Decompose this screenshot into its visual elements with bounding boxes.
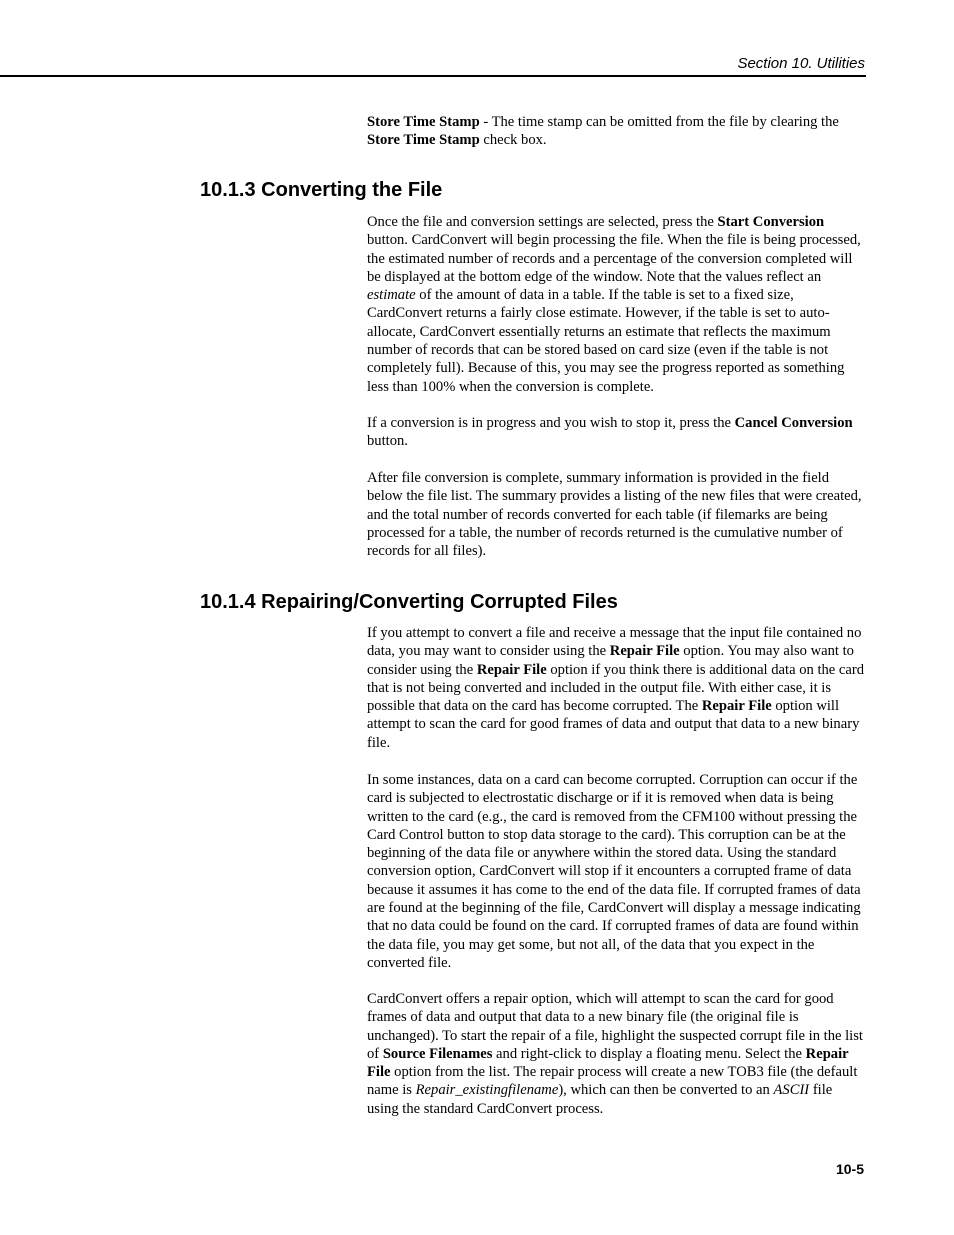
italic-term: estimate [367, 287, 416, 304]
bold-term: Store Time Stamp [367, 132, 480, 149]
header-rule [0, 75, 866, 77]
text-run: In some instances, data on a card can become corrupted. Corruption can occur if the card is subjected to electrostatic discharge or if it is removed when data is being written to the card (e.g., the card is removed from the CFM100 without pressing the Card Control button to stop data storage to the card). This corruption can be at the beginning of the data file or anywhere within the stored data. Using the standard conversion option, CardConvert will stop if it encounters a corrupted frame of data because it assumes it has come to the end of the data file. If corrupted frames of data are found at the beginning of the file, CardConvert will display a message indicating that no data could be found on the card. If corrupted frames of data are found within the data file, you may get some, but not all, of the data that you expect in the converted file. [367, 772, 861, 971]
store-time-stamp-paragraph [367, 113, 865, 150]
converting-paragraph-2 [367, 414, 865, 451]
section-heading-1014: 10.1.4 Repairing/Converting Corrupted Files [200, 591, 618, 613]
text-run: - The time stamp can be omitted from the file by clearing the [479, 114, 839, 130]
section-header-title: Section 10. Utilities [737, 55, 865, 72]
text-run: button. [367, 433, 408, 450]
bold-term: Repair File [367, 1045, 849, 1081]
text-run: option from the list. The repair process will create a new TOB3 file (the default name is [367, 1064, 858, 1099]
text-run: option if you think there is additional data on the card that is not being converted and included in the output file. With either case, it is possible that data on the card has become corrupted. The [367, 661, 865, 715]
repairing-paragraph-1 [367, 624, 865, 752]
text-run: If a conversion is in progress and you wish to stop it, press the [367, 415, 735, 431]
text-run: If you attempt to convert a file and receive a message that the input file contained no data, you may want to consider using the [367, 625, 862, 660]
text-run: file using the standard CardConvert process. [367, 1082, 833, 1117]
repairing-paragraph-2 [367, 771, 865, 972]
text-run: CardConvert offers a repair option, which will attempt to scan the card for good frames of data and output that data to a new binary file (the original file is unchanged). To start the repair of a file, highlight the suspected corrupt file in the list of [367, 991, 863, 1062]
text-run: of the amount of data in a table. If the table is set to a fixed size, CardConvert returns a fairly close estimate. However, if the table is set to auto-allocate, CardConvert essentially returns an estimate that reflects the maximum number of records that can be stored based on card size (even if the table is not completely full). Because of this, you may see the progress reported as something less than 100% when the conversion is complete. [367, 287, 845, 395]
text-run: option will attempt to scan the card for good frames of data and output that data to a new binary file. [367, 698, 860, 751]
bold-term: Start Conversion [717, 214, 825, 230]
italic-term: Repair_existingfilename [415, 1082, 559, 1099]
text-run: After file conversion is complete, summary information is provided in the field below the file list. The summary provides a listing of the new files that were created, and the total number of records converted for each table (if filemarks are being processed for a table, the number of records returned is the cumulative number of records for all files). [367, 470, 862, 560]
bold-term: Repair File [701, 698, 772, 715]
text-run: button. CardConvert will begin processing the file. When the file is being processed, the estimated number of records and a percentage of the conversion completed will be displayed at the bottom edge of the window. Note that the values reflect an [367, 232, 861, 285]
bold-term: Cancel Conversion [734, 415, 853, 431]
text-run: ), which can then be converted to an [558, 1082, 774, 1099]
italic-term: ASCII [773, 1082, 810, 1099]
page-number: 10-5 [835, 1161, 864, 1177]
bold-term: Repair File [609, 643, 680, 660]
text-run: option. You may also want to consider using the [367, 643, 854, 678]
text-run: and right-click to display a floating menu. Select the [492, 1045, 806, 1062]
repairing-paragraph-3 [367, 990, 865, 1118]
section-heading-1013: 10.1.3 Converting the File [200, 179, 443, 201]
bold-term: Repair File [476, 661, 547, 678]
converting-paragraph-1 [367, 213, 865, 396]
text-run: Once the file and conversion settings are selected, press the [367, 214, 718, 230]
bold-term: Store Time Stamp [367, 114, 480, 130]
bold-term: Source Filenames [382, 1045, 493, 1062]
text-run: check box. [479, 132, 547, 149]
converting-paragraph-3 [367, 469, 865, 560]
